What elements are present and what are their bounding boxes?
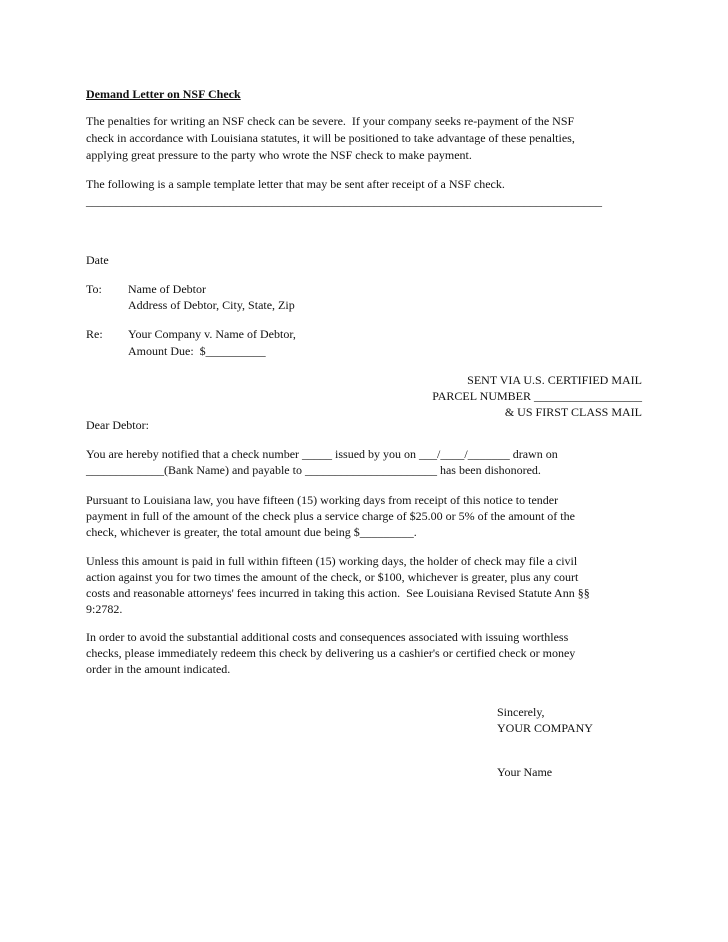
template-note: The following is a sample template letter that may be sent after receipt of a NSF check. [86, 177, 505, 191]
mailing-method: SENT VIA U.S. CERTIFIED MAIL [467, 373, 642, 387]
debtor-name: Name of Debtor [128, 282, 206, 296]
paragraph-line: Pursuant to Louisiana law, you have fifteen (15) working days from receipt of this notice to tender [86, 493, 559, 507]
first-class-mail: & US FIRST CLASS MAIL [504, 405, 642, 419]
paragraph-line: checks, please immediately redeem this check by delivering us a cashier's or certified check or money [86, 646, 576, 660]
re-amount-due: Amount Due: $__________ [128, 344, 266, 358]
intro-line: check in accordance with Louisiana statutes, it will be positioned to take advantage of these penalties, [86, 131, 575, 145]
paragraph-line: In order to avoid the substantial additional costs and consequences associated with issuing worthless [86, 630, 569, 644]
paragraph-line: check, whichever is greater, the total amount due being $_________. [86, 525, 417, 539]
date-label: Date [86, 253, 109, 267]
separator-line: ______________________________________________________________________________________ [86, 194, 602, 208]
closing-name: Your Name [497, 765, 553, 779]
to-label: To: [86, 282, 102, 296]
paragraph-line: action against you for two times the amount of the check, or $100, whichever is greater, plus any court [86, 570, 579, 584]
debtor-address: Address of Debtor, City, State, Zip [128, 298, 295, 312]
paragraph-line: costs and reasonable attorneys' fees incurred in taking this action. See Louisiana Revised Statute Ann §§ [86, 586, 590, 600]
parcel-number: PARCEL NUMBER __________________ [432, 389, 642, 403]
paragraph-line: payment in full of the amount of the check plus a service charge of $25.00 or 5% of the amount of the [86, 509, 575, 523]
intro-line: The penalties for writing an NSF check can be severe. If your company seeks re-payment of the NSF [86, 114, 575, 128]
document-title: Demand Letter on NSF Check [86, 87, 241, 101]
paragraph-line: order in the amount indicated. [86, 662, 231, 676]
paragraph-line: You are hereby notified that a check number _____ issued by you on ___/____/_______ drawn on [86, 447, 558, 461]
salutation: Dear Debtor: [86, 418, 149, 432]
intro-line: applying great pressure to the party who wrote the NSF check to make payment. [86, 148, 472, 162]
closing-sincerely: Sincerely, [497, 705, 545, 719]
paragraph-line: _____________(Bank Name) and payable to ______________________ has been dishonored. [86, 463, 541, 477]
paragraph-line: 9:2782. [86, 602, 123, 616]
paragraph-line: Unless this amount is paid in full within fifteen (15) working days, the holder of check may file a civil [86, 554, 578, 568]
re-case: Your Company v. Name of Debtor, [128, 327, 296, 341]
closing-company: YOUR COMPANY [497, 721, 593, 735]
re-label: Re: [86, 327, 103, 341]
